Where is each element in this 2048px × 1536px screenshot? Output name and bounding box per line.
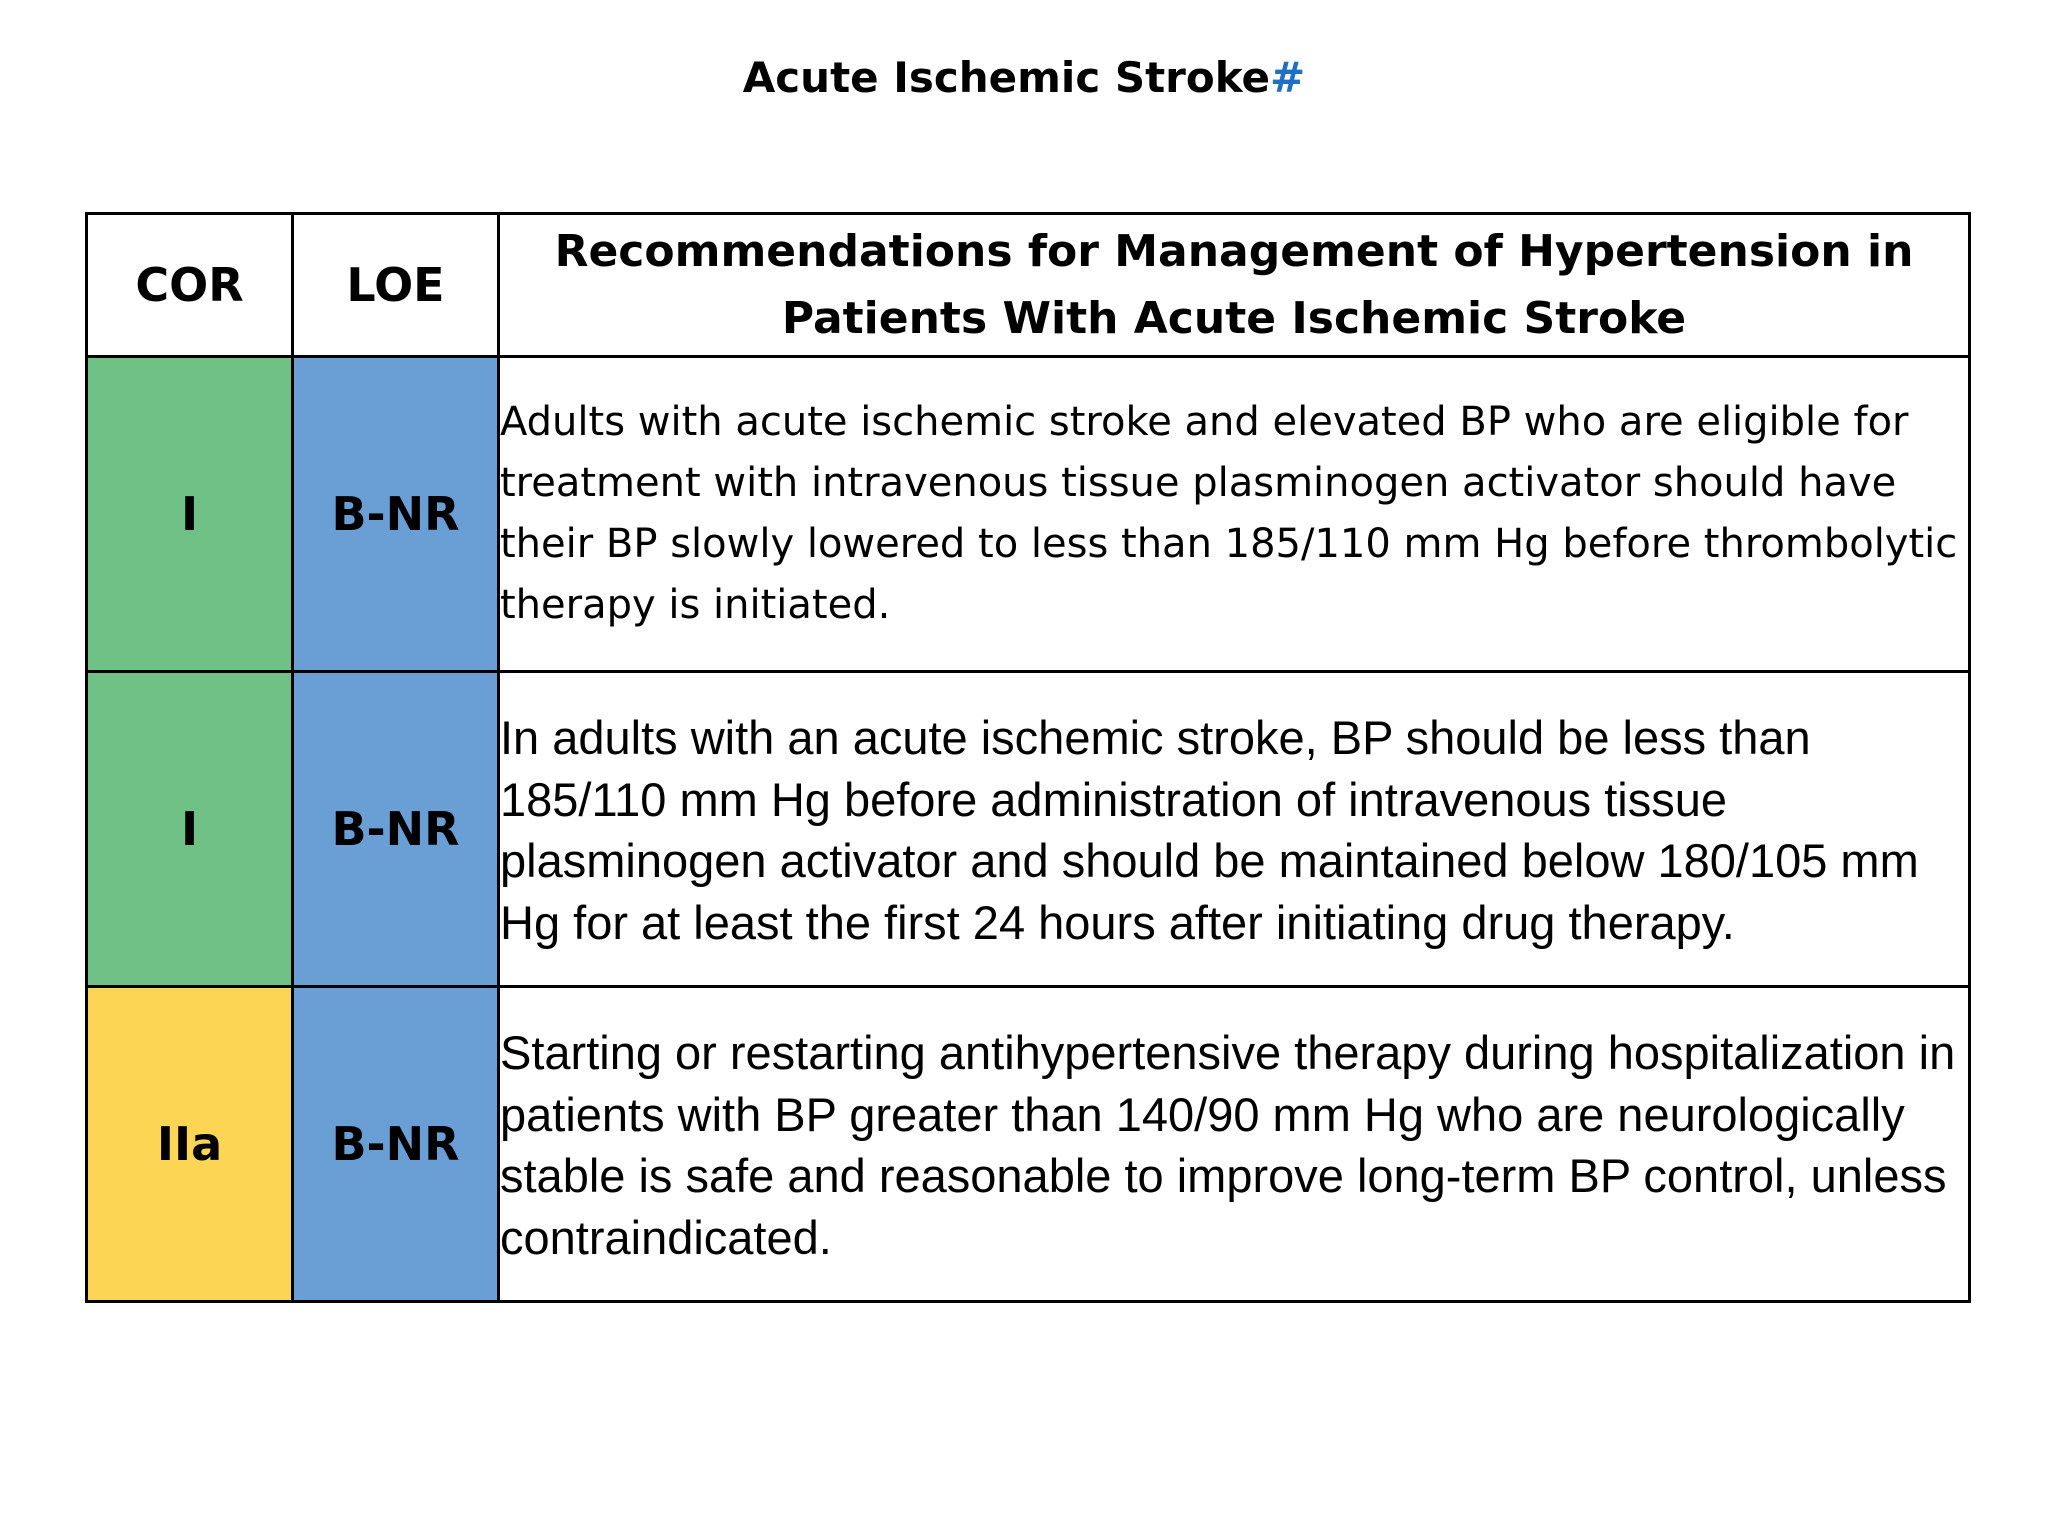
header-recommendation: Recommendations for Management of Hypertension in Patients With Acute Ischemic Stroke [499, 214, 1970, 357]
slide-title [0, 48, 2048, 108]
slide-title-footnote-mark: # [1270, 53, 1306, 102]
cor-cell: I [87, 672, 293, 987]
header-cor: COR [87, 214, 293, 357]
loe-cell: B-NR [293, 357, 499, 672]
table-row [87, 672, 1970, 987]
table-header-row [87, 214, 1970, 357]
recommendations-table [85, 212, 1971, 1303]
header-loe: LOE [293, 214, 499, 357]
cor-cell: I [87, 357, 293, 672]
table-row [87, 987, 1970, 1302]
cor-cell: IIa [87, 987, 293, 1302]
recommendation-cell: In adults with an acute ischemic stroke, BP should be less than 185/110 mm Hg before administration of intravenous tissue plasminogen activator and should be maintained below 180/105 mm Hg for at least the first 24 hours after initiating drug therapy. [499, 672, 1970, 987]
recommendation-cell: Adults with acute ischemic stroke and elevated BP who are eligible for treatment with intravenous tissue plasminogen activator should have their BP slowly lowered to less than 185/110 mm Hg before thrombolytic therapy is initiated. [499, 357, 1970, 672]
recommendation-cell: Starting or restarting antihypertensive therapy during hospitalization in patients with BP greater than 140/90 mm Hg who are neurologically stable is safe and reasonable to improve long-term BP control, unless contraindicated. [499, 987, 1970, 1302]
table-row [87, 357, 1970, 672]
loe-cell: B-NR [293, 987, 499, 1302]
loe-cell: B-NR [293, 672, 499, 987]
slide-title-text: Acute Ischemic Stroke [742, 53, 1271, 102]
